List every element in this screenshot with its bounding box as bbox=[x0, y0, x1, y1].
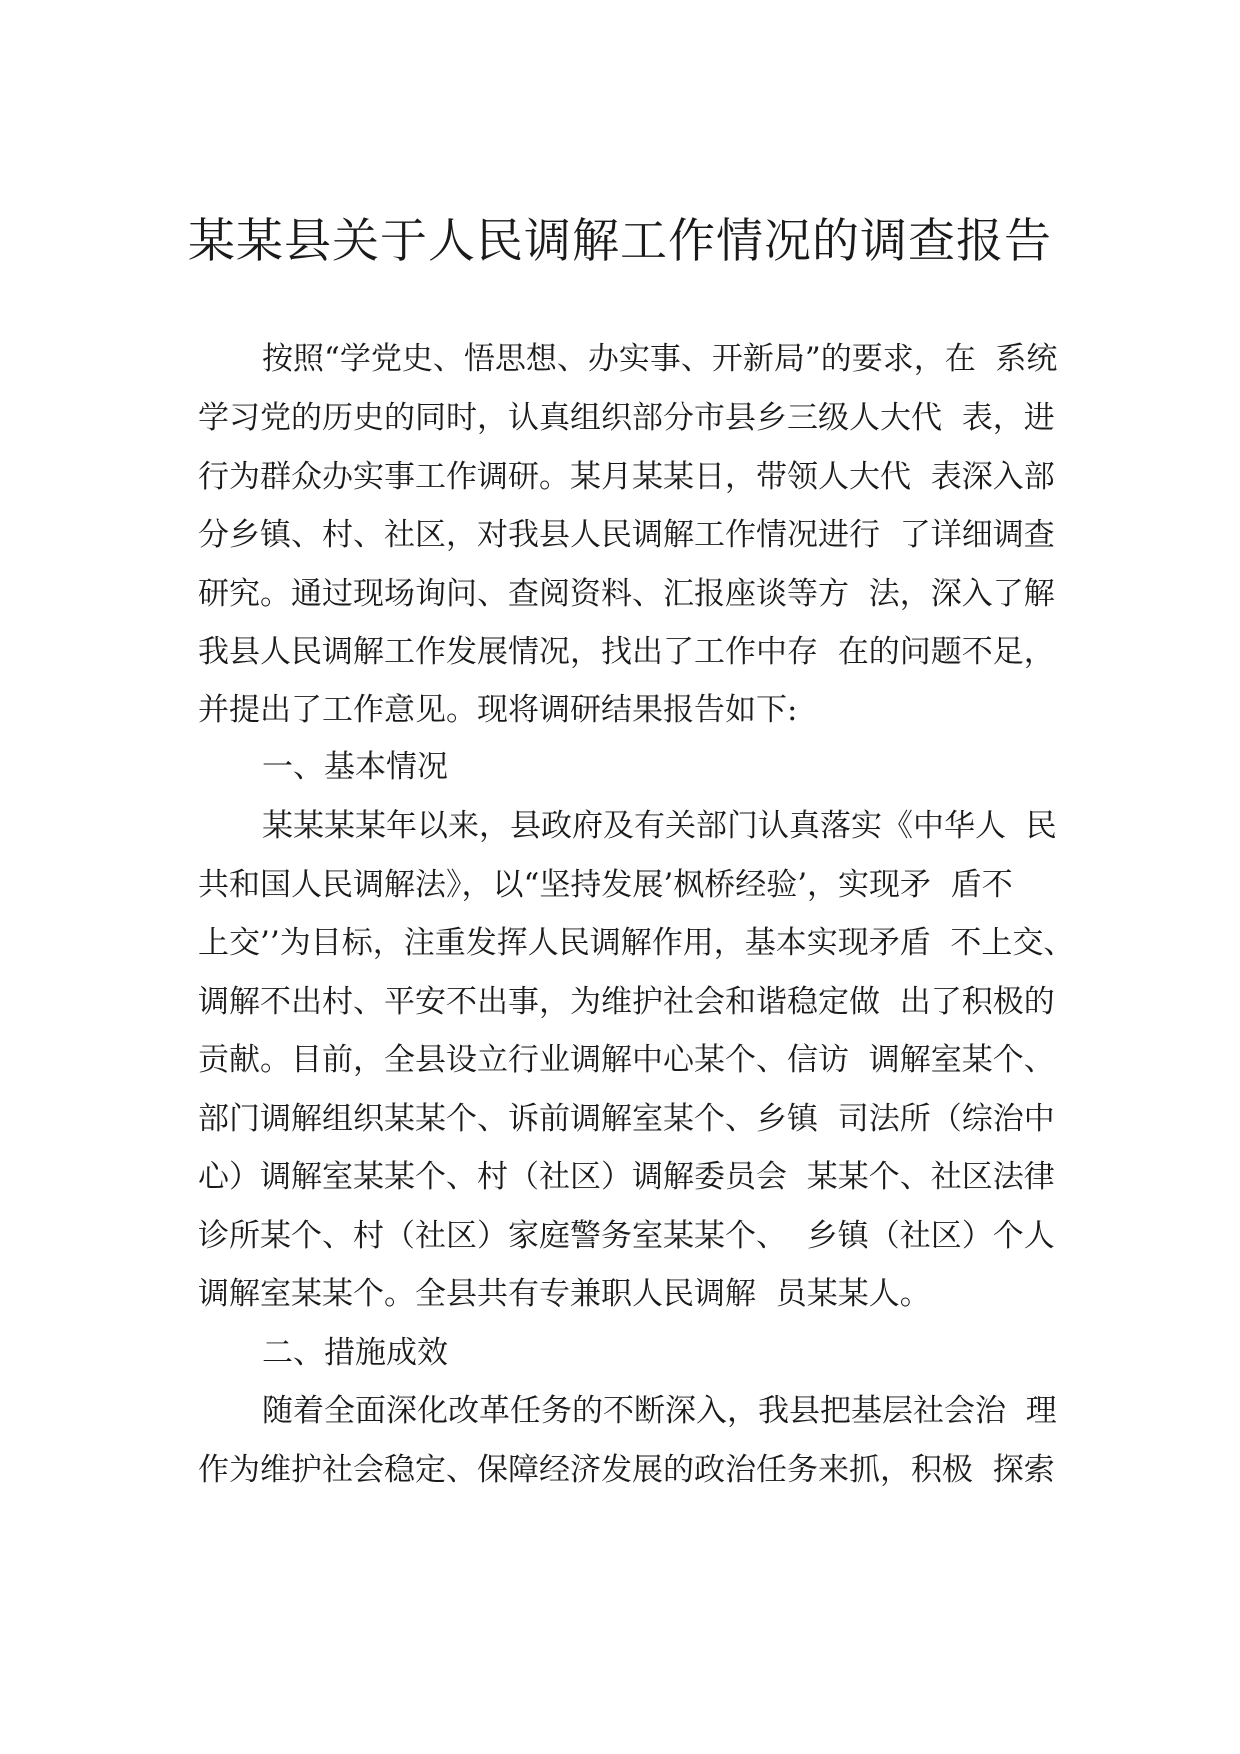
report-title: 某某县关于人民调解工作情况的调查报告 bbox=[188, 214, 1052, 269]
section-heading: 一、基本情况 bbox=[262, 749, 448, 785]
paragraph-line: 上交’’为目标，注重发挥人民调解作用，基本实现矛盾 不上交、 bbox=[198, 925, 1075, 961]
paragraph-line: 部门调解组织某某个、诉前调解室某个、乡镇 司法所（综治中 bbox=[198, 1101, 1055, 1137]
paragraph-line: 调解不出村、平安不出事，为维护社会和谐稳定做 出了积极的 bbox=[198, 984, 1055, 1020]
paragraph-line: 行为群众办实事工作调研。某月某某日，带领人大代 表深入部 bbox=[198, 459, 1055, 495]
paragraph-line: 调解室某某个。全县共有专兼职人民调解 员某某人。 bbox=[198, 1276, 931, 1312]
paragraph-line: 分乡镇、村、社区，对我县人民调解工作情况进行 了详细调查 bbox=[198, 517, 1055, 553]
paragraph-line: 学习党的历史的同时，认真组织部分市县乡三级人大代 表，进 bbox=[198, 400, 1055, 436]
section-heading: 二、措施成效 bbox=[262, 1335, 448, 1371]
paragraph-line: 贡献。目前，全县设立行业调解中心某个、信访 调解室某个、 bbox=[198, 1042, 1055, 1078]
paragraph-line: 诊所某个、村（社区）家庭警务室某某个、 乡镇（社区）个人 bbox=[198, 1218, 1055, 1254]
paragraph-line: 按照“学党史、悟思想、办实事、开新局”的要求，在 系统 bbox=[262, 341, 1058, 377]
paragraph-line: 某某某某年以来，县政府及有关部门认真落实《中华人 民 bbox=[262, 808, 1057, 844]
paragraph-line: 作为维护社会稳定、保障经济发展的政治任务来抓，积极 探索 bbox=[198, 1452, 1055, 1488]
paragraph-line: 并提出了工作意见。现将调研结果报告如下: bbox=[198, 692, 798, 728]
paragraph-line: 心）调解室某某个、村（社区）调解委员会 某某个、社区法律 bbox=[198, 1159, 1055, 1195]
paragraph-line: 共和国人民调解法》，以“坚持发展’枫桥经验’，实现矛 盾不 bbox=[198, 867, 1013, 903]
paragraph-line: 随着全面深化改革任务的不断深入，我县把基层社会治 理 bbox=[262, 1393, 1057, 1429]
paragraph-line: 我县人民调解工作发展情况，找出了工作中存 在的问题不足， bbox=[198, 634, 1055, 670]
paragraph-line: 研究。通过现场询问、查阅资料、汇报座谈等方 法，深入了解 bbox=[198, 576, 1055, 612]
